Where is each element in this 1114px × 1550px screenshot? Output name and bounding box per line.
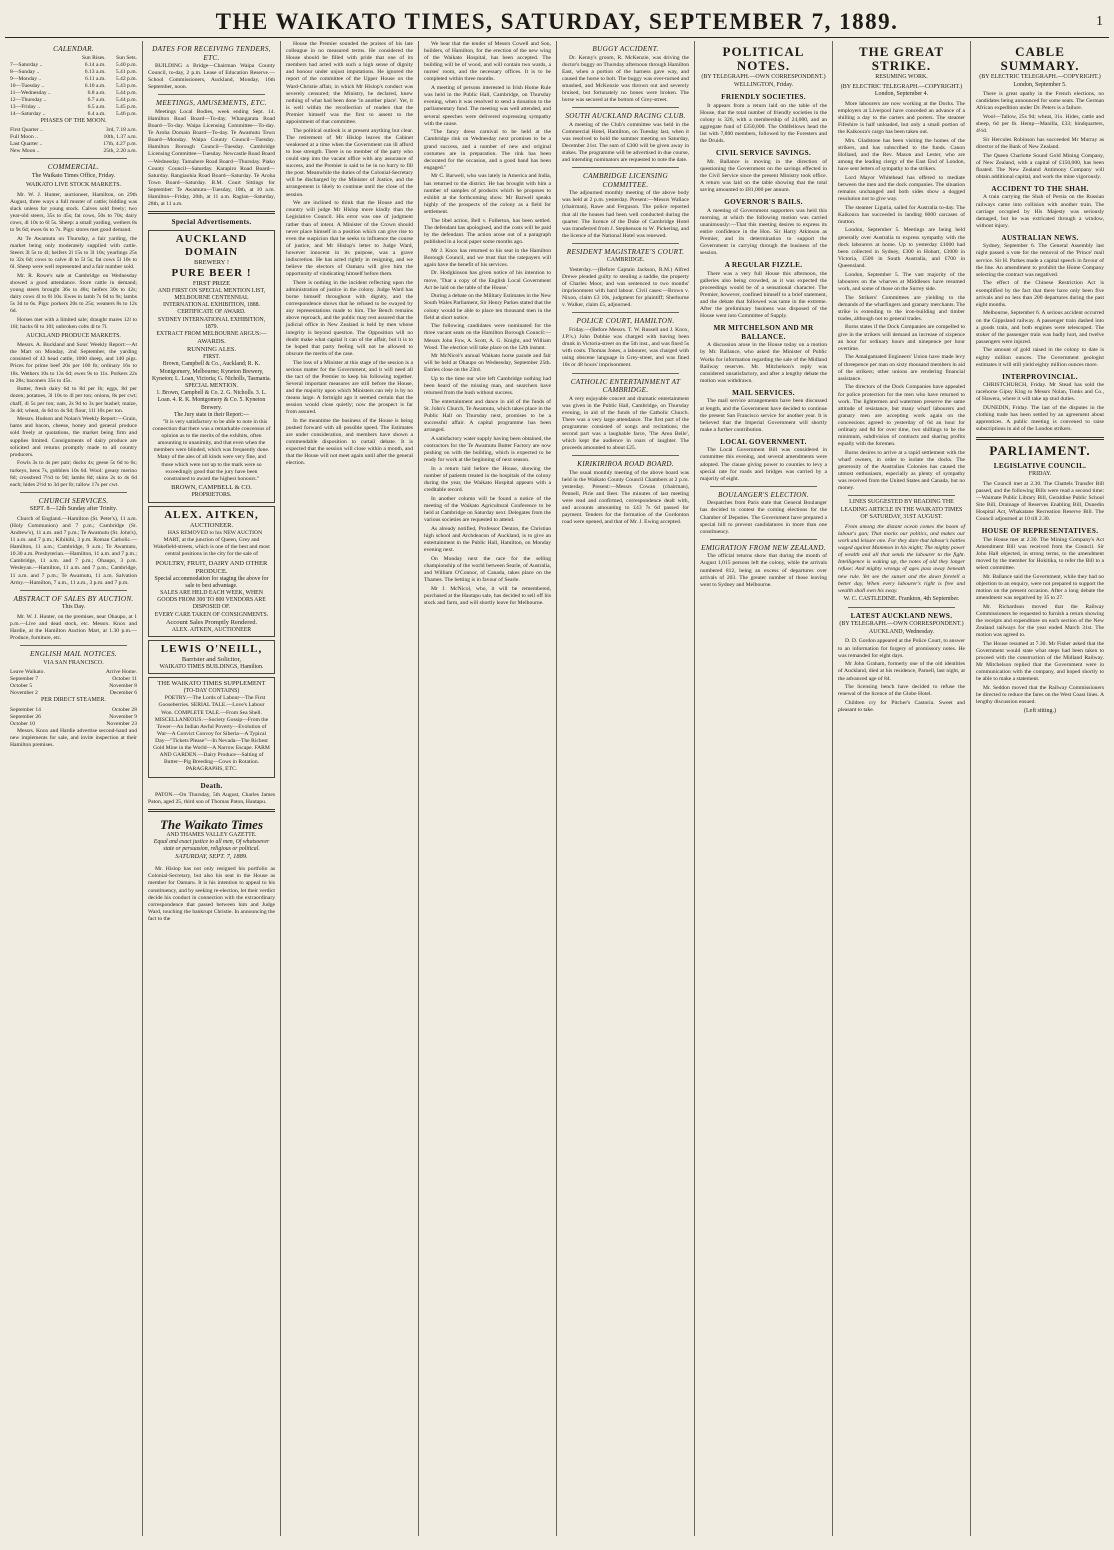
calendar-sunrise: 6.10 a.m. [84, 82, 106, 89]
mail-leave: September 14 [10, 706, 41, 713]
moon-phase-name: New Moon .. [10, 148, 40, 154]
leader-paragraph: We are inclined to think that the House and the country will judge Mr Hislop more kindly than the Legislative Council. His error was one of judgment rather than of intent. A Minister of the Crown should never place himself in a position which can give rise to even the suspicion that he seeks to influence the course of justice, and Mr Hislop's letter to Judge Ward, however innocent in its purpose, was a grave indiscretion. He has acted rightly in resigning, and we believe the electors of Oamaru will give him the opportunity of vindicating himself before them. [286, 200, 413, 278]
calendar-sunset: 5.40 p.m. [115, 61, 137, 68]
motto: Equal and exact justice to all men, Of whatsoever state or persuasion, religious or political. [153, 838, 270, 853]
subheading: LEGISLATIVE COUNCIL. [993, 461, 1087, 470]
column-6 [695, 41, 833, 1536]
calendar-table [10, 55, 137, 118]
moon-phase-name: Full Moon .. [10, 134, 38, 140]
masthead-title: THE WAIKATO TIMES, SATURDAY, SEPTEMBER 7, 1889. [215, 9, 899, 34]
cable-summary-heading: CABLE SUMMARY. [1000, 44, 1080, 73]
calendar-row [10, 76, 137, 83]
moon-phase-row [10, 141, 137, 148]
mail-col-head: Leave Waikato. [10, 669, 45, 676]
calendar-header-cell: Sun Sets. [116, 54, 137, 61]
calendar-sunset: 5.43 p.m. [115, 82, 137, 89]
mail-row [10, 690, 137, 697]
news-paragraph: The House met at 2.30. The Mining Company's Act Amendment Bill was received from the Council. Sir John Hall objected, in strong terms, to the amendment moved by the member for Hokitika, to refer the Bill to a select committee. [976, 536, 1104, 571]
news-paragraph: London, September 5. Meetings are being held generally over Australia to express sympathy with the dock labourers at home. Up to yesterday £1000 had been collected in Sydney, £300 in Hobart, £3000 in Victoria, £500 in South Australia, and £700 in Queensland. [838, 227, 965, 269]
article-paragraph: BUILDING a Bridge—Chairman Waipa County Council, to-day, 2 p.m. Lease of Education Reserve.—School Commissioners, Auckland, Monday, 16th September, noon. [148, 63, 275, 91]
parliament-heading: PARLIAMENT. [989, 442, 1091, 458]
supplement-text: POETRY.—The Lords of Labour—The First Gooseberries. SERIAL TALE.—Love's Labour Won. COMPLETE TALE.—From Sea Shell. MISCELLANEOUS.—Society Gossip—From the Tower—An Indian Awful Poverty—Evolution of War—A Convict Convoy for Siberia—A Typical Day—"Tickets Please"—In Nevada—The Richest Gold Mine in the World—A Narrow Escape. FARM AND GARDEN.—Dairy Produce—Salting of Butter—Pig Breeding—Cows in Rotation. PARAGRAPHS, ETC. [153, 695, 270, 773]
calendar-row [10, 83, 137, 90]
mail-row [10, 676, 137, 683]
ad-line: SYDNEY INTERNATIONAL EXHIBITION, 1879. [157, 316, 266, 330]
mail-leave: October 10 [10, 720, 36, 727]
moon-phase-time: 25th, 2.20 a.m. [103, 148, 137, 154]
church-sub: SEPT. 8—12th Sunday after Trinity. [29, 506, 118, 513]
gazette-line: AND THAMES VALLEY GAZETTE. [166, 831, 257, 838]
nameplate: The Waikato Times [159, 816, 264, 832]
leader-paragraph: House the Premier sounded the praises of his late colleague in no measured terms. He considered the House should be filled with pride that one of its members had acted with such a high sense of dignity and honour under unjust imputations. He ignored the report of the committee of the Upper House on the Ward-Christie affair, in which Mr Hislop's conduct was severely censured; the Ministry, he declared, knew nothing of what had been done 'in another place'. Yet, it is well within the recollection of readers that the Premier himself was the first to assent to the appointment of that committee. [286, 41, 413, 126]
news-paragraph: Yesterday.—(Before Captain Jackson, R.M.) Alfred Drewe pleaded guilty to stealing a saddle, the property of Charles Moor, and was sentenced to two months' imprisonment with hard labour. Civil cases:—Brown v. Nixon, claim £3 10s, judgment for plaintiff; Sherburne v. Walker, claim £5, adjourned. [562, 266, 689, 309]
divider [848, 607, 955, 608]
mail-row [10, 707, 137, 714]
leader-paragraph: The political outlook is at present anything but clear. The retirement of Mr Hislop leaves the Cabinet weakened at a time when the Government can ill afford to lose strength. There is no member of the party who could step into the vacant office with any assurance of success, and the Premier is said to be in no hurry to fill the post. Meanwhile the duties of the Colonial-Secretary will be discharged by the Minister of Justice, and the arrangement is likely to continue until the close of the session. [286, 127, 413, 198]
news-paragraph: Mr J. Knox has returned to his seat in the Hamilton Borough Council, and we trust that the ratepayers will again have the benefit of his services. [424, 247, 551, 268]
article-paragraph: Church of England.—Hamilton (St. Peter's), 11 a.m. (Holy Communion) and 7 p.m.; Cambridge (St. Andrew's), 11 a.m. and 7 p.m.; Te Awamutu (St. John's), 11 a.m. and 7 p.m.; Kihikihi, 3 p.m. Roman Catholic.—Hamilton, 11 a.m.; Cambridge, 9 a.m.; Te Awamutu, 10.30 a.m. Presbyterian.—Hamilton, 11 a.m. and 7 p.m.; Cambridge, 11 a.m. and 7 p.m.; Ohaupo, 3 p.m. Wesleyan.—Hamilton, 11 a.m. and 7 p.m.; Cambridge, 11 a.m. and 7 p.m.; Te Awamutu, 11 a.m. Salvation Army.—Hamilton, 7 a.m., 11 a.m., 3 p.m. and 7 p.m. [10, 515, 137, 586]
mail-col-head: Arrive Home. [105, 669, 137, 676]
article-paragraph: Fowls 3s to 4s per pair; ducks 4s; geese 5s 6d to 6s; turkeys, hens 7s, gobblers 10s 6d. Wool: greasy merino 8d; crossbred 7½d to 9d; lambs 8d; skins 2s to 4s 6d each; hides 2½d to 3d per lb; tallow 17s per cwt. [10, 460, 137, 488]
dateline: (BY ELECTRIC TELEGRAPH.—COPYRIGHT.) London, September 5. [979, 74, 1101, 88]
divider [572, 107, 679, 108]
column-7 [833, 41, 971, 1536]
mail-leave: September 7 [10, 676, 39, 683]
column-4 [419, 41, 557, 1536]
divider [572, 312, 679, 313]
subheading: CIVIL SERVICE SAVINGS. [715, 149, 812, 158]
news-paragraph: A meeting of persons interested in Irish Home Rule was held in the Public Hall, Cambridge, on Thursday evening, when it was resolved to send a donation to the parliamentary fund. The meeting was well attended, and several speeches were delivered expressing sympathy with the cause. [424, 85, 551, 127]
news-paragraph: As already notified, Professor Denton, the Christian high school and Archdeacon of Auckland, is to give an entertainment in the Public Hall, Hamilton, on Monday evening next. [424, 526, 551, 554]
news-paragraph: The Amalgamated Engineers' Union have made levy of threepence per man on sixty thousand members in aid of the strikers; other unions are rendering financial assistance. [838, 354, 965, 382]
news-paragraph: The amount of gold raised in the colony to date is eighty million ounces. The Government geologist estimates it will still yield eighty million ounces more. [976, 347, 1104, 368]
ad-line: EXTRACT FROM MELBOURNE ARGUS:— [156, 330, 267, 337]
mail-row [10, 683, 137, 690]
mail-row [10, 721, 137, 728]
dateline: (BY ELECTRIC TELEGRAPH.—COPYRIGHT.) London, September 4. [840, 83, 963, 97]
death-notice: PATON.—On Thursday, 5th August, Charles James Paton, aged 25, third son of Thomas Paton, Hautapu. [148, 791, 275, 805]
death-heading: Death. [200, 782, 223, 790]
mail-arrive: October 28 [111, 706, 137, 713]
news-paragraph: The mail service arrangements have been discussed at length, and the Government have decided to continue the present San Francisco service for another year. It is believed that the Imperial Government will shortly make a further contribution. [700, 398, 827, 433]
article-paragraph: Mr. W. J. Hunter, on the premises, near Ohaupo, at 1 p.m.—Live and dead stock, etc. Messrs. Knox and Hardie, at the Hamilton Auction Mart, at 1.30 p.m.—Produce, furniture, etc. [10, 613, 137, 642]
calendar-sunset: 5.46 p.m. [115, 110, 137, 117]
moon-phase-time: 10th, 1.37 a.m. [103, 134, 137, 140]
news-paragraph: In another column will be found a notice of the meeting of the Waikato Agricultural Conference to be held at Cambridge on Saturday next. Delegates from the various societies are requested to attend. [424, 496, 551, 524]
mail-leave: November 2 [10, 690, 38, 697]
news-paragraph: Despatches from Paris state that General Boulanger has decided to contest the coming elections for the Chamber of Deputies. The Government have prepared a special bill to prevent candidatures in more than one constituency. [700, 500, 827, 535]
news-paragraph: The Strikers' Committees are yielding to the demands of the wharfingers and granary merchants. The strike is extending to the iron-building and timber trades, although not to general trades. [838, 294, 965, 322]
divider [20, 590, 127, 591]
news-paragraph: The Local Government Bill was considered in committee this evening, and several amendments were adopted. The clause giving power to counties to levy a special rate for roads and bridges was carried by a majority of eight. [700, 447, 827, 482]
news-paragraph: CHRISTCHURCH, Friday. Mr Stead has sold the racehorse Gipsy King to Messrs Nolan, Tonks and Co., of Hawera, where it will take up stud duties. [976, 382, 1104, 403]
news-paragraph: Lord Mayor Whitehead has offered to mediate between the men and the dock companies. The situation remains unchanged and both sides show a dogged resolution not to give way. [838, 174, 965, 202]
mail-arrive: October 11 [112, 676, 137, 683]
calendar-day: 8—Sunday .. [10, 68, 40, 75]
ad-line: Account Sales Promptly Rendered. [165, 618, 258, 626]
calendar-day: 14—Saturday .. [10, 110, 46, 117]
news-paragraph: The licensing bench have decided to refuse the renewal of the licence of the Globe Hotel. [838, 684, 965, 698]
great-strike-heading: THE GREAT STRIKE. [859, 44, 944, 73]
news-paragraph: A train carrying the Shah of Persia on the Russian railways came into collision with another train. The carriage occupied by His Majesty was seriously damaged, but he was extricated through a window, without injury. [976, 194, 1104, 229]
calendar-row [10, 97, 137, 104]
news-paragraph: D. D. Gordon appeared at the Police Court, to answer to an information for forgery of promissory notes. He was remanded for eight days. [838, 638, 965, 659]
calendar-day: 7—Saturday .. [10, 61, 43, 68]
mail-arrive: November 23 [106, 720, 137, 727]
issue-date: SATURDAY, SEPT. 7, 1889. [175, 853, 248, 861]
mail-header-row [10, 669, 137, 676]
ad-line: Special accommodation for staging the above for sale to best advantage. [154, 575, 269, 589]
calendar-sunset: 5.44 p.m. [115, 96, 137, 103]
article-paragraph: Mr. R. Rowe's sale at Cambridge on Wednesday showed a good attendance. Store cattle in demand; young steers brought 36s to 48s; heifers 30s to 42s; dairy cows 4l to 6l 10s. Ewes in lamb 7s 6d to 9s; lambs 5s 3d to 6s. Pigs: porkers 20s to 25s; weaners 8s to 12s 6d. [10, 272, 137, 315]
section-heading: RESIDENT MAGISTRATE'S COURT. [566, 247, 685, 256]
latest-auckland-heading: LATEST AUCKLAND NEWS. [850, 611, 953, 620]
calendar-sunset: 5.45 p.m. [115, 103, 137, 110]
news-paragraph: We hear that the tender of Messrs Cowell and Son, builders, of Hamilton, for the erection of the new wing of the Waikato Hospital, has been accepted. The building will be of wood, and will contain two wards, a nurses' room, and the necessary offices. It is to be completed within three months. [424, 41, 551, 83]
calendar-sunset: 5.41 p.m. [115, 68, 137, 75]
article-paragraph: Meetings Local Bodies, week ending Sept. 14. Hamilton Road Board—To-day. Whangarata Road Board—To-day. Waipa Licensing Committee—To-day. Te Aroha Domain Board—To-day. Te Awamutu Town Board—Monday. Waipa County Council—Tuesday. Hamilton Borough Council—Tuesday. Cambridge Licensing Committee—Tuesday. Newcastle Road Board—Wednesday. Tamahere Road Board—Thursday. Piako County Council—Saturday. Karapiro Road Board—Saturday. Rangiaohia Road Board—Saturday. Te Aroha Town Board—Saturday. B.M. Court Sittings for September: Te Awamutu—Tuesday, 10th, at 10 a.m. Hamilton—Friday, 20th, at 11 a.m. Raglan—Saturday, 28th, at 11 a.m. [148, 108, 275, 208]
newspaper-page [5, 5, 1109, 1540]
news-paragraph: DUNEDIN, Friday. The last of the disputes in the clothing trade has been settled by an agreement about apprentices. A public meeting is convened to raise subscriptions in aid of the London strikers. [976, 405, 1104, 433]
divider [148, 211, 275, 214]
news-paragraph: The usual monthly meeting of the above board was held in the Waikato County Council Chambers at 2 p.m. yesterday. Present:—Messrs Cowan (chairman), Pennell, Pirie and Beer. The minutes of last meeting were read and confirmed, correspondence dealt with, and accounts amounting to £43 7s 6d passed for payment. Tenders for the formation of the Gordonton road were opened, and that of Mr. J. Ewing accepted. [562, 469, 689, 526]
calendar-day: 13—Friday .. [10, 103, 40, 110]
moon-phase-row [10, 148, 137, 155]
abstract-heading: ABSTRACT OF SALES BY AUCTION. [13, 594, 134, 603]
divider [710, 539, 817, 540]
ad-firm: BROWN, CAMPBELL & CO. [171, 484, 252, 492]
ad-quote: "It is very satisfactory to be able to note in this connection that there was a remarkable concensus of opinion as to the merits of the exhibits, often amounting to unanimity, and that even when the members were blinded, which was frequently done. Many of the ales of all kinds were very fine, and those which were not up to the mark were so exceedingly good that the jury have been constrained to award the highest honours." [152, 418, 271, 482]
article-paragraph: Mr. W. J. Hunter, auctioneer, Hamilton, on 29th August, three ways a full muster of cattle; bidding was slack unless for young stock. Calves sold freely; two year-old steers, 35s to 45s; fat cows, 50s to 70s; dairy cows, 4l 10s to 6l 5s. Sheep: a small yarding, wethers 8s to 9s 6d; ewes 6s to 7s. Pigs: stores met good demand. [10, 191, 137, 233]
divider [572, 455, 679, 456]
calendar-header-row [10, 55, 137, 62]
section-heading: KIRIKIRIROA ROAD BOARD. [577, 460, 674, 469]
mail-leave: October 5 [10, 683, 33, 690]
news-paragraph: It appears from a return laid on the table of the House, that the total number of friendly societies in the colony is 326, with a membership of 24,000, and an aggregate fund of £350,000. The Oddfellows head the list with 7,800 members, followed by the Foresters and the Druids. [700, 102, 827, 144]
news-paragraph: The following candidates were nominated for the three vacant seats on the Hamilton Borough Council:—Messrs John Fow, A. Scott, A. G. Knight, and William Wood. The election will take place on the 12th instant. [424, 323, 551, 351]
section-heading: BUGGY ACCIDENT. [592, 45, 659, 53]
subheading: INTERPROVINCIAL. [1002, 372, 1078, 381]
news-paragraph: Mr. Ballance is moving in the direction of questioning the Government on the savings effected in the Civil Service since the present Ministry took office. A return was laid on the table showing that the total saving amounted to £81,000 per annum. [700, 158, 827, 193]
meetings-heading: MEETINGS, AMUSEMENTS, ETC. [156, 99, 267, 108]
commercial-office: The Waikato Times Office, Friday. [31, 172, 116, 179]
brewery-brand: AUCKLAND DOMAIN [175, 232, 248, 258]
calendar-sunrise: 6.11 a.m. [85, 75, 106, 82]
auctioneer-role: AUCTIONEER. [189, 521, 234, 529]
calendar-row [10, 69, 137, 76]
news-paragraph: London, September 5. The vast majority of the labourers on the wharves at Middlesex have resumed work, and some of those on the Surrey side. [838, 271, 965, 292]
moon-phases-table [10, 127, 137, 155]
brewery-product: PURE BEER ! [171, 266, 252, 279]
mail-table [10, 669, 137, 697]
supplement-advertisement [148, 677, 275, 778]
divider [976, 437, 1104, 440]
article-paragraph: Messrs. Hudson and Nolan's Weekly Report:—Grain, hams and bacon, cheese, honey and general produce sold freely at quotations, the market being firm and supplies limited. Consignments of dairy produce are solicited and returns promptly made to all country producers. [10, 416, 137, 458]
news-paragraph: A satisfactory water supply having been obtained, the contractors for the Te Awamutu Butter Factory are now pushing on with the building, which is expected to be ready for work at the beginning of next season. [424, 436, 551, 464]
news-paragraph: Children cry for Pitcher's Castoria. Sweet and pleasant to take. [838, 699, 965, 714]
mail-arrive: November 9 [109, 713, 137, 720]
moon-phase-row [10, 127, 137, 134]
commercial-heading: COMMERCIAL. [47, 163, 100, 171]
divider [148, 809, 275, 812]
news-paragraph: Mr McNicol's annual Waikato horse parade and fair will be held at Ohaupo on Wednesday, September 25th. Entries close on the 23rd. [424, 353, 551, 374]
news-paragraph: Mr. Seddon moved that the Railway Commissioners be directed to reduce the fares on the West Coast lines. A lengthy discussion ensued. [976, 684, 1104, 705]
news-paragraph: Mr. Richardson moved that the Railway Commissioners be requested to furnish a return showing the receipts and expenditure on each section of the New Zealand railways for the year ended March 31st. The motion was agreed to. [976, 603, 1104, 638]
ad-line: 1. Brown, Campbell & Co. 2. G. Nicholls. 3. L. Loan. 4. R. K. Montgomery & Co. 5. Kyneton Brewery. [156, 390, 267, 411]
calendar-sunset: 5.44 p.m. [115, 89, 137, 96]
section-heading: CATHOLIC ENTERTAINMENT AT CAMBRIDGE. [570, 377, 681, 394]
column-1 [5, 41, 143, 1536]
news-paragraph: Sydney, September 6. The General Assembly last night passed a vote for the removal of the 'Prince' mail service. Sir H. Parkes made a capital speech in favour of the line. An amendment to prohibit the Home Company selecting the contract was negatived. [976, 243, 1104, 278]
ad-line: RUNNING ALES. [186, 346, 237, 354]
mails-via-direct: PER DIRECT STEAMER. [40, 697, 107, 704]
moon-phase-time: 17th, 4.27 p.m. [103, 141, 137, 147]
divider [710, 486, 817, 487]
subheading: LOCAL GOVERNMENT. [720, 437, 807, 446]
calendar-day: 10—Tuesday .. [10, 82, 45, 89]
moon-phase-row [10, 134, 137, 141]
calendar-sunrise: 6.4 a.m. [87, 110, 106, 117]
produce-title: AUCKLAND PRODUCE MARKETS. [26, 332, 121, 339]
subheading: A REGULAR FIZZLE. [724, 261, 803, 270]
ad-body: HAS REMOVED to his NEW AUCTION MART, at the junction of Queen, Grey and Wakefield-streets, which is one of the best and most central positions in the city for the sale of [153, 529, 270, 557]
news-paragraph: Dr. Kenny's groom, R. McKenzie, was driving the doctor's buggy on Thursday afternoon through Hamilton East, when a portion of the harness gave way, and caused the horse to bolt. The buggy was over-turned and smashed, and McKenzie was thrown out and severely bruised, but fortunately no bones were broken. The horse was secured at the bottom of Grey-street. [562, 54, 689, 104]
calendar-sunset: 5.42 p.m. [115, 75, 137, 82]
news-paragraph: A discussion arose in the House today on a motion by Mr. Ballance, who asked the Minister of Public Works for information regarding the sale of the Midland Railway reserves. Mr. Mitchelson's reply was considered unsatisfactory, and after a lengthy debate the motion was withdrawn. [700, 342, 827, 384]
solicitor-name: LEWIS O'NEILL, [160, 642, 263, 655]
ad-line: CERTIFICATE OF AWARD. [177, 309, 246, 316]
calendar-sunrise: 6.8 a.m. [87, 89, 106, 96]
news-paragraph: The adjourned monthly meeting of the above body was held at 2 p.m. yesterday. Present:—Messrs Wallace (chairman), Rawe and Ferguson. The police reported that all the houses had been well conducted during the quarter. The licence of the Duke of Cambridge Hotel was transferred from J. Stephenson to W. Pickering, and the licence of the National Hotel was renewed. [562, 190, 689, 239]
section-place: CAMBRIDGE. [606, 257, 645, 264]
moon-phase-name: Last Quarter .. [10, 141, 43, 147]
supplement-sub: (TO-DAY CONTAINS) [183, 688, 240, 695]
article-paragraph: Messrs. A. Buckland and Sons' Weekly Report:—At the Mart on Monday, 2nd September, the yarding consisted of 43 head cattle, 1000 sheep, and 140 pigs. Prices for prime beef 20s per 100 lb; ordinary 16s to 18s. Wethers 10s to 13s 6d; ewes 9s to 11s. Porkers 22s to 28s; baconers 35s to 45s. [10, 342, 137, 384]
news-paragraph: Mr C. Barwell, who was lately in America and India, has returned to the district. He has brought with him a number of samples of products which he proposes to exhibit at the forthcoming show. Mr Barwell speaks highly of the prospects of the colony as a field for settlement. [424, 173, 551, 215]
news-paragraph: A meeting of the Club's committee was held in the Commercial Hotel, Hamilton, on Tuesday last, when it was resolved to hold the summer meeting on Saturday, December 21st. The sum of £300 will be given away in stakes. The programme will be advertised in due course, and intending nominators are requested to note the date. [562, 121, 689, 164]
news-paragraph: A very enjoyable concert and dramatic entertainment was given in the Public Hall, Cambridge, on Thursday evening, in aid of the funds of the Catholic Church. There was a very large attendance. The first part of the programme consisted of songs and recitations; the second part was a laughable farce, 'The Area Belle', which kept the audience in roars of laughter. The proceeds amounted to about £25. [562, 395, 689, 452]
calendar-sunrise: 6.14 a.m. [84, 61, 106, 68]
news-paragraph: The steamer Liguria, sailed for Australia to-day. The Kaikoura has succeeded in landing 6000 carcases of mutton. [838, 204, 965, 225]
subheading: MAIL SERVICES. [732, 388, 795, 397]
ad-line: EVERY CARE TAKEN OF CONSIGNMENTS. [154, 611, 269, 618]
news-paragraph: The Council met at 2.30. The Chattels Transfer Bill passed, and the following Bills were read a second time:—Waimate Public Library Bill, Geraldine Public School Site Bill, Drainage of Reserves Enabling Bill, Dunedin Hospital Act, Whakatane Recreation Reserve Bill. The Council adjourned at 10 till 2.30. [976, 480, 1104, 522]
calendar-row [10, 62, 137, 69]
calendar-header-cell [10, 55, 71, 62]
church-heading: CHURCH SERVICES. [38, 496, 109, 505]
ad-line: AND FIRST ON SPECIAL MENTION LIST, [157, 287, 266, 294]
ad-line: The Jury state in their Report:— [173, 411, 250, 418]
page-number: 1 [1096, 14, 1103, 29]
calendar-row [10, 90, 137, 97]
calendar-sunrise: 6.7 a.m. [87, 96, 106, 103]
divider [572, 243, 679, 244]
left-sitting: (Left sitting.) [1024, 707, 1056, 714]
news-paragraph: "The fancy dress carnival to be held at the Cambridge rink on Wednesday next promises to be a grand success, and a number of new and original costumes are in preparation. The rink has been decorated for the occasion, and a good band has been engaged." [424, 129, 551, 171]
subheading: BOULANGER'S ELECTION. [718, 490, 809, 499]
ad-line: Brown, Campbell & Co., Auckland; R. K. Montgomery, Melbourne; Kyneton Brewery, Kyneton; L. Loan, Victoria; G. Nicholls, Tasmania. [152, 361, 271, 382]
news-paragraph: Mrs. Gladstone has been visiting the homes of the strikers, and has subscribed to the funds. Canon Holland, and the Rev. Mason and Lester, who are among the leading clergy of the East End of London, have sent letters of sympathy to the strikers. [838, 137, 965, 172]
mails-via-sf: VIA SAN FRANCISCO. [43, 659, 104, 666]
article-paragraph: Horses met with a limited sale; draught mares 12l to 16l; hacks 6l to 10l; unbroken colts 4l to 7l. [10, 316, 137, 330]
calendar-heading: CALENDAR. [53, 45, 94, 53]
dateline: (BY TELEGRAPH.—OWN CORRESPONDENT.) WELLINGTON, Friday. [701, 74, 826, 88]
poem-text: From among the distant ocean comes the boom of labour's gun; That mocks our politics, and makes our work and leisure one. For they dare that labour's battles waged against Mammon in his might; The mighty power of wealth and all that sends the labourer to the fight. Intelligence is waking up, the notes of old they longer refuse; And mighty wrongs of ages pass away beneath new rule. Yet see the sunset and the dawn foretell a better day, When every labourer's right is free and wealth shall own his sway. [838, 523, 965, 594]
brewery-label: BREWERY ! [194, 258, 229, 266]
column-5 [557, 41, 695, 1536]
leader-paragraph: There is nothing in the incident reflecting upon the administration of justice in the colony. Judge Ward has borne himself throughout with dignity, and the correspondence shows that he refused to be swayed by any representations made to him. The Bench remains above reproach, and the public may rest assured that the judicial office in New Zealand is held by men whose integrity is beyond question. The Opposition will no doubt make what capital it can of the affair, but it is to be hoped that party feeling will not be allowed to obscure the merits of the case. [286, 279, 413, 357]
calendar-day: 11—Wednesday .. [10, 89, 51, 96]
news-paragraph: Burns desires to arrive at a rapid settlement with the wharf owners, in order to isolate the docks. The generosity of the Australian Colonies has caused the utmost enthusiasm, especially as plenty of sympathy was received from the United States and Canada, but no money. [838, 449, 965, 492]
news-paragraph: More labourers are now working at the Docks. The employers at Liverpool have conceded an advance of a shilling a day to the carters and porters. The steamer Fifeshire is half unloaded, but only a small portion of the Kaikoura's cargo has been taken out. [838, 100, 965, 135]
mail-table-direct [10, 707, 137, 728]
solicitor-advertisement [148, 640, 275, 674]
news-paragraph: Dr. Hodgkinson has given notice of his intention to move, 'That a copy of the English Local Government Act be laid on the table of the House.' [424, 270, 551, 291]
subheading: ACCIDENT TO THE SHAH. [991, 184, 1089, 193]
section-heading: POLICE COURT, HAMILTON. [576, 317, 675, 326]
subheading: GOVERNOR'S BAILS. [724, 198, 803, 207]
columns [5, 41, 1109, 1536]
article-paragraph: At Te Awamutu on Thursday, a fair yarding, the market being only moderately supplied with cattle. Steers 3l 5s to 4l; heifers 2l 15s to 3l 10s; yearlings 25s to 32s 6d; cows to calve 4l to 5l 5s; fat cows 5l 10s to 6l. Sheep were well represented and a fair number sold. [10, 235, 137, 271]
news-paragraph: The official returns show that during the month of August 1,015 persons left the colony, while the arrivals numbered 812, being an excess of departures over arrivals of 203. The greater number of those leaving went to Sydney and Melbourne. [700, 553, 827, 588]
calendar-day: 9—Monday .. [10, 75, 42, 82]
news-paragraph: The Queen Charlotte Sound Gold Mining Company, of New Zealand, with a capital of £150,000, has been floated. The New Zealand Antimony Company will obtain additional capital, and work the mine vigorously. [976, 152, 1104, 180]
news-paragraph: Burns states if the Dock Companies are compelled to give in the strikers will demand an increase of sixpence an hour for ordinary hours and ninepence per hour overtime. [838, 324, 965, 352]
masthead [5, 9, 1109, 38]
news-paragraph: Mr. Ballance said the Government, while they had no objection to an enquiry, were not prepared to support the motion on the present occasion. After a long debate the amendment was negatived by 35 to 27. [976, 573, 1104, 601]
calendar-header-cell: Sun Rises. [82, 54, 106, 61]
calendar-sunrise: 6.5 a.m. [87, 103, 106, 110]
leader-paragraph: Mr. Hislop has not only resigned his portfolio as Colonial-Secretary, but also his seat in the House as member for Oamaru. It is his intention to appeal to his constituency, and by seeking re-election, let their verdict decide his conduct in connection with the extraordinary correspondence that passed between him and Judge Ward, touching the bankrupt Christie. In announcing the fact to the [148, 866, 275, 922]
news-paragraph: Mr J. McNicol, who, it will be remembered, purchased at the Hautapu sale, has decided to sell off his stock and farm, and will shortly leave for Melbourne. [424, 585, 551, 607]
divider [572, 167, 679, 168]
ad-line: MELBOURNE CENTENNIAL INTERNATIONAL EXHIBITION, 1888. [162, 294, 261, 309]
ad-line: SPECIAL MENTION. [185, 382, 238, 389]
news-paragraph: The effect of the Chinese Restriction Act is exemplified by the fact that there have only been five arrivals and no less than 200 departures during the past eight months. [976, 280, 1104, 308]
auctioneer-advertisement [148, 506, 275, 637]
calendar-sunrise: 6.13 a.m. [84, 68, 106, 75]
article-paragraph: Messrs. Knox and Hardie advertise second-hand and new implements for sale, and invite inspection at their Hamilton premises. [10, 727, 137, 748]
mails-heading: ENGLISH MAIL NOTICES. [29, 650, 118, 659]
news-paragraph: The House resumed at 7.30. Mr Fisher asked that the Government would state what steps had been taken to proceed with the construction of the Midland Railway. Mr Mitchelson replied that the Government were in communication with the company, and hoped shortly to be able to make a statement. [976, 640, 1104, 683]
subheading: EMIGRATION FROM NEW ZEALAND. [701, 543, 826, 552]
ad-line: SALES ARE HELD EACH WEEK, WHEN GOODS FROM 300 TO 800 VENDORS ARE DISPOSED OF. [157, 589, 266, 611]
mail-leave: September 26 [10, 713, 41, 720]
ad-line: POULTRY, FRUIT, DAIRY AND OTHER PRODUCE. [155, 559, 268, 575]
column-3 [281, 41, 419, 1536]
divider [20, 492, 127, 493]
moon-phase-name: First Quarter .. [10, 127, 43, 133]
divider [848, 495, 955, 496]
news-paragraph: During a debate on the Military Estimates in the New South Wales Parliament, Sir Henry Parkes stated that the colony would be able to place ten thousand men in the field at short notice. [424, 293, 551, 321]
news-paragraph: Mr John Graham, formerly one of the old identities of Auckland, died at his residence, Parnell, last night, at the advanced age of 84. [838, 661, 965, 682]
mail-arrive: December 6 [109, 690, 137, 697]
solicitor-address: WAIKATO TIMES BUILDINGS, Hamilton. [159, 663, 264, 670]
livestock-title: WAIKATO LIVE STOCK MARKETS. [25, 182, 122, 188]
calendar-day: 12—Thursday .. [10, 96, 47, 103]
auctioneer-name: ALEX. AITKEN, [164, 508, 259, 521]
political-notes-heading: POLITICAL NOTES. [722, 44, 805, 73]
news-paragraph: The entertainment and dance in aid of the funds of St. John's Church, Te Awamutu, which takes place in the Public Hall on Thursday next, promises to be a successful affair. A capital programme has been arranged. [424, 399, 551, 434]
leader-paragraph: The loss of a Minister at this stage of the session is a serious matter for the Government, and it will need all the tact of the Premier to keep his following together. Several important measures are still before the House, and the majority upon which Ministers can rely is by no means large. A fortnight ago it seemed certain that the session would close quietly; now the prospect is far from assured. [286, 359, 413, 416]
news-paragraph: There was a very full House this afternoon, the galleries also being crowded, as it was expected the proceedings would be of a sensational character. The Premier, however, confined himself to a brief statement, and the debate that followed was tame in the extreme. After the preliminary business was disposed of the House went into Committee of Supply. [700, 270, 827, 320]
news-paragraph: The directors of the Dock Companies have appealed for police protection for the men who have returned to work. The lightermen and watermen preserve the same attitude of resistance, but many wharf labourers and granary men are accepting work again on the concessions agreed to yesterday of 6d an hour for ordinary and 8d for over time, two shillings to be the minimum, subdivision of contracts and sharing profits equally with the foremen. [838, 384, 965, 448]
subheading: HOUSE OF REPRESENTATIVES. [981, 527, 1099, 536]
poem-title: LINES SUGGESTED BY READING THE LEADING ARTICLE IN THE WAIKATO TIMES OF SATURDAY, 31ST AUGUST. [840, 499, 963, 521]
calendar-row [10, 111, 137, 118]
divider [158, 94, 265, 95]
article-paragraph: Butter, fresh dairy 6d to 8d per lb; eggs, 8d per dozen; potatoes, 3l 10s to 4l per ton; onions, 8s per cwt; chaff, 4l 5s per ton; oats, 2s 9d to 3s per bushel; maize, 3s 4d; wheat, 4s 6d to 4s 9d; flour, 11l 10s per ton. [10, 386, 137, 414]
ad-line: ALEX. AITKEN, AUCTIONEER [171, 626, 252, 633]
abstract-day: This Day. [61, 604, 86, 611]
solicitor-role: Barrister and Solicitor, [181, 655, 242, 663]
poem-signature: W. C. CASTLEDINE. Frankton, 4th September. [843, 596, 960, 603]
news-paragraph: The libel action, Bell v. Fullerton, has been settled. The defendant has apologised, and the costs will be paid by the defendant. The action arose out of a paragraph published in a local paper some months ago. [424, 217, 551, 245]
brewery-prize: FIRST PRIZE [192, 279, 231, 287]
column-2 [143, 41, 281, 1536]
mail-row [10, 714, 137, 721]
nameplate-block [148, 815, 275, 864]
divider [20, 158, 127, 159]
brewery-advertisement [148, 230, 275, 503]
news-paragraph: There is great apathy in the French elections, no candidates being announced for some seats. The German African expedition under Dr. Peters is a failure. [976, 91, 1104, 112]
dateline: (BY TELEGRAPH.—OWN CORRESPONDENT.) AUCKLAND, Wednesday. [839, 621, 964, 635]
moon-phases-title: PHASES OF THE MOON. [40, 117, 107, 124]
special-ads-heading: Special Advertisements. [171, 218, 252, 227]
news-paragraph: Friday.—(Before Messrs. T. W. Russell and J. Knox, J.P.'s.) John Dobbie was charged with having been drunk in Victoria-street on the 5th inst., and was fined 5s with costs. Thomas Jones, a labourer, was charged with using obscene language in Grey-street, and was fined 10s or 48 hours' imprisonment. [562, 326, 689, 369]
ad-line: FIRST. [203, 354, 220, 361]
subheading: AUSTRALIAN NEWS. [1001, 233, 1079, 242]
news-paragraph: A meeting of Government supporters was held this morning, at which the following motion was carried unanimously:—That this meeting desires to express its entire confidence in the Hon. Sir Harry Atkinson as Premier, and its determination to support the Government in carrying through the business of the session. [700, 207, 827, 257]
leader-paragraph: In the meantime the business of the House is being pushed forward with all possible speed. The Estimates are under consideration, and members have shown a commendable disposition to curtail debate. It is expected that the session will close within a month, and that the House will not meet again until after the general election. [286, 417, 413, 467]
ad-line: PROPRIETORS. [191, 492, 232, 499]
divider [572, 373, 679, 374]
column-8 [971, 41, 1109, 1536]
news-paragraph: Up to the time our wire left Cambridge nothing had been heard of the missing man, and searchers have returned from the bush without success. [424, 376, 551, 397]
news-paragraph: Melbourne, September 6. A serious accident occurred on the Gippsland railway. A passenger train dashed into a goods train, and both engines were telescoped. The stoker of the passenger train was badly hurt, and twelve passengers were injured. [976, 310, 1104, 345]
day-label: FRIDAY. [1028, 471, 1052, 477]
ad-line: AWARDS. [197, 338, 226, 346]
subheading: MR MITCHELSON AND MR BALLANCE. [713, 324, 814, 341]
calendar-row [10, 104, 137, 111]
news-paragraph: Wool—Tallow, 25s 9d; wheat, 31s. Hides, cattle and sheep, 6d per lb. Hemp—Manilla, £33; hindquarters, 4½d. [976, 113, 1104, 135]
strike-sub: RESUMING WORK. [875, 74, 928, 80]
section-heading: CAMBRIDGE LICENSING COMMITTEE. [583, 172, 668, 189]
tenders-heading: DATES FOR RECEIVING TENDERS, ETC. [152, 45, 271, 62]
divider [20, 645, 127, 646]
news-paragraph: Sir Hercules Robinson has succeeded Mr Murray as director of the Bank of New Zealand. [976, 136, 1104, 150]
mail-arrive: November 8 [109, 683, 137, 690]
subheading: FRIENDLY SOCIETIES. [721, 93, 806, 101]
news-paragraph: In a return laid before the House, showing the number of patients treated in the hospitals of the colony during the year, the Waikato Hospital appears with a creditable record. [424, 466, 551, 494]
moon-phase-time: 3rd, 7.18 a.m. [105, 127, 137, 133]
supplement-title: THE WAIKATO TIMES SUPPLEMENT [157, 680, 266, 688]
news-paragraph: On Monday next the race for the selling championship of the world between Searle, of Australia, and William O'Connor, of Canada, takes place on the Thames. The betting is in favour of Searle. [424, 555, 551, 584]
section-heading: SOUTH AUCKLAND RACING CLUB. [565, 112, 686, 121]
